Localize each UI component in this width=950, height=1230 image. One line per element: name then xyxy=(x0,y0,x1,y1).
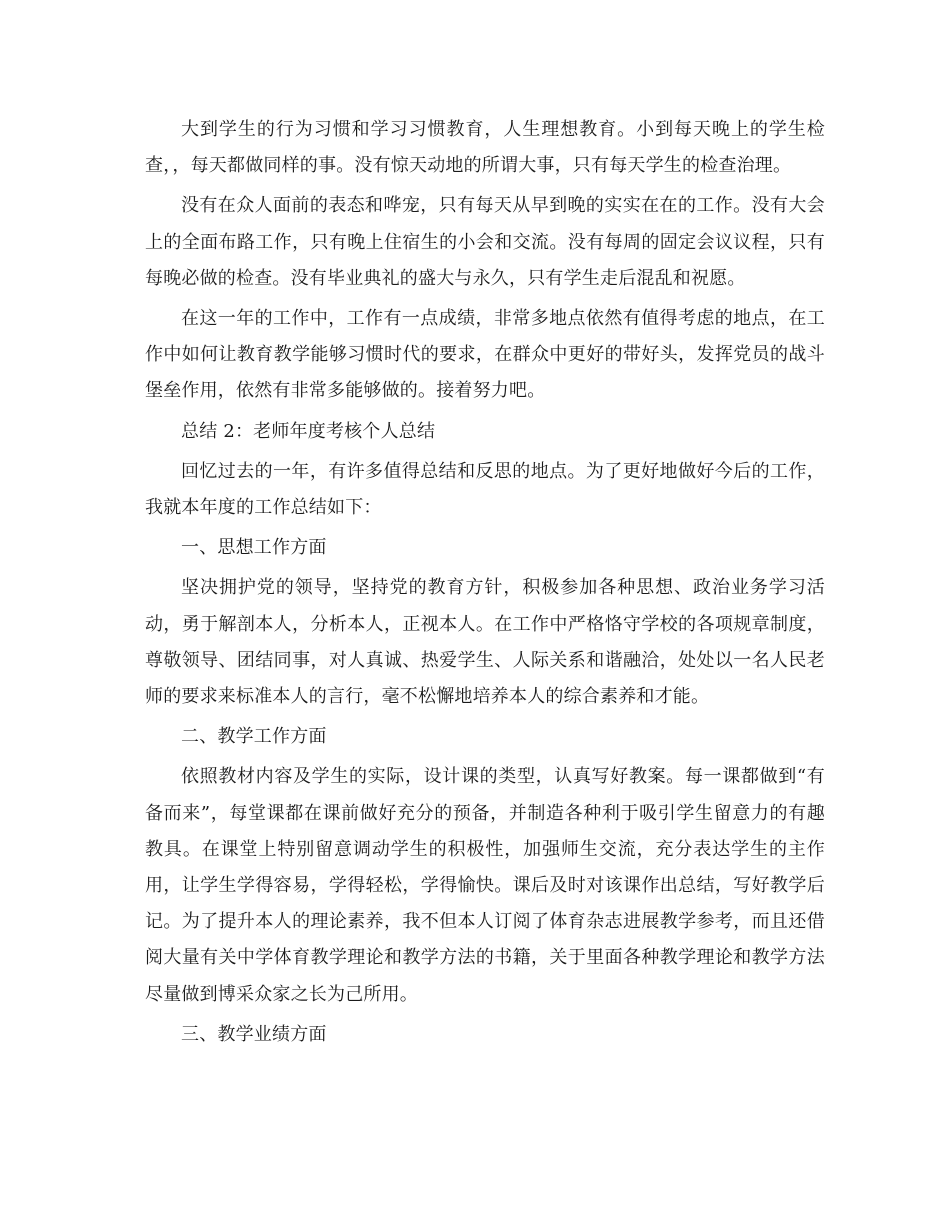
section-heading: 一、思想工作方面 xyxy=(181,537,327,559)
document-body xyxy=(145,112,825,1057)
section-heading: 三、教学业绩方面 xyxy=(181,1023,327,1045)
paragraph: 回忆过去的一年，有许多值得总结和反思的地点。为了更好地做好今后的工作，我就本年度的工作总结如下： xyxy=(145,460,825,519)
paragraph: 在这一年的工作中，工作有一点成绩，非常多地点依然有值得考虑的地点，在工作中如何让教育教学能够习惯时代的要求，在群众中更好的带好头，发挥党员的战斗堡垒作用，依然有非常多能够做的。接着努力吧。 xyxy=(145,308,825,402)
section-heading: 二、教学工作方面 xyxy=(181,726,327,748)
paragraph: 依照教材内容及学生的实际，设计课的类型，认真写好教案。每一课都做到“有备而来”，每堂课都在课前做好充分的预备，并制造各种利于吸引学生留意力的有趣教具。在课堂上特别留意调动学生的积极性，加强师生交流，充分表达学生的主作用，让学生学得容易，学得轻松，学得愉快。课后及时对该课作出总结，写好教学后记。为了提升本人的理论素养，我不但本人订阅了体育杂志进展教学参考，而且还借阅大量有关中学体育教学理论和教学方法的书籍，关于里面各种教学理论和教学方法尽量做到博采众家之长为己所用。 xyxy=(145,766,825,1005)
paragraph: 没有在众人面前的表态和哗宠，只有每天从早到晚的实实在在的工作。没有大会上的全面布路工作，只有晚上住宿生的小会和交流。没有每周的固定会议议程，只有每晚必做的检查。没有毕业典礼的盛大与永久，只有学生走后混乱和祝愿。 xyxy=(145,195,825,289)
paragraph: 大到学生的行为习惯和学习习惯教育，人生理想教育。小到每天晚上的学生检查，，每天都做同样的事。没有惊天动地的所谓大事，只有每天学生的检查治理。 xyxy=(145,119,825,177)
section-heading: 总结 2：老师年度考核个人总结 xyxy=(181,420,436,442)
paragraph: 坚决拥护党的领导，坚持党的教育方针，积极参加各种思想、政治业务学习活动，勇于解剖本人，分析本人，正视本人。在工作中严格恪守学校的各项规章制度，尊敬领导、团结同事，对人真诚、热爱学生、人际关系和谐融洽，处处以一名人民老师的要求来标准本人的言行，毫不松懈地培养本人的综合素养和才能。 xyxy=(145,577,825,708)
